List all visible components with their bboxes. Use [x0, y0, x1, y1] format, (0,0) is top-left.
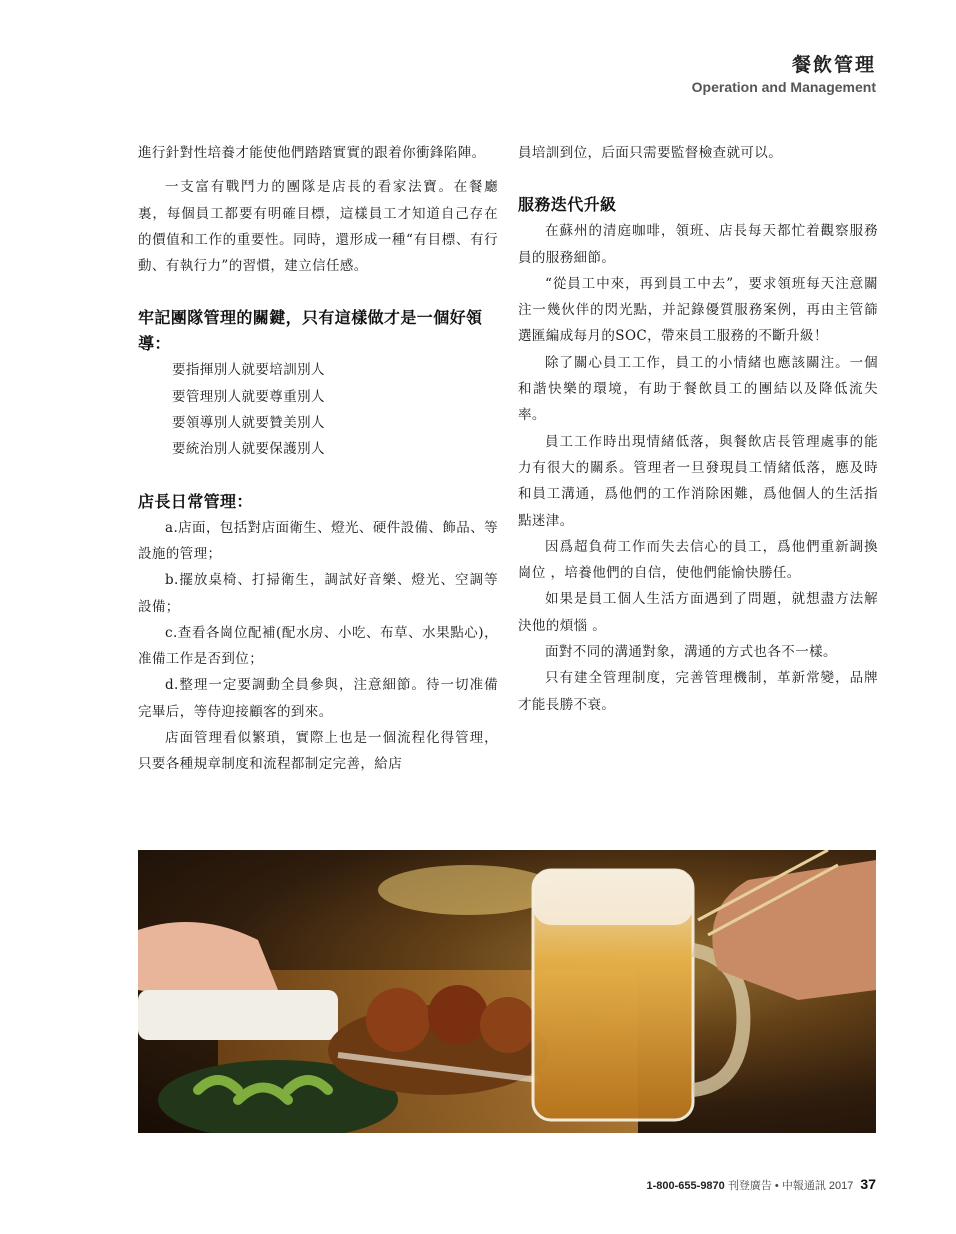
page-footer	[647, 1176, 877, 1193]
page-number: 37	[860, 1176, 876, 1192]
section-heading: 服務迭代升級	[518, 195, 617, 215]
paragraph: 一支富有戰鬥力的團隊是店長的看家法寶。在餐廳裏，每個員工都要有明確目標，這樣員工才知道自己存在的價值和工作的重要性。同時，還形成一種“有目標、有行動、有執行力”的習慣，建立信任感。	[138, 179, 498, 275]
paragraph: “從員工中來，再到員工中去”，要求領班每天注意關注一幾伙伴的閃光點，并記錄優質服務案例，再由主管篩選匯編成每月的SOC，帶來員工服務的不斷升級！	[518, 275, 878, 345]
paragraph: 如果是員工個人生活方面遇到了問題，就想盡方法解決他的煩惱 。	[518, 591, 878, 634]
paragraph: 因爲超負荷工作而失去信心的員工，爲他們重新調換崗位 ，培養他們的自信，使他們能愉快勝任。	[518, 538, 878, 582]
restaurant-photo	[138, 850, 876, 1133]
left-column	[138, 140, 498, 778]
footer-text: 刊登廣告 • 中報通訊 2017	[727, 1180, 854, 1192]
photo-illustration	[138, 850, 876, 1133]
list-item: 要領導別人就要贊美別人	[172, 415, 325, 432]
section-subtitle: Operation and Management	[691, 79, 876, 95]
section-heading: 牢記團隊管理的關鍵，只有這樣做才是一個好領導：	[138, 308, 483, 354]
paragraph: 在蘇州的清庭咖啡，領班、店長每天都忙着觀察服務員的服務細節。	[518, 223, 878, 266]
paragraph: 店面管理看似繁瑣，實際上也是一個流程化得管理，只要各種規章制度和流程都制定完善，給店	[138, 730, 498, 773]
footer-phone: 1-800-655-9870	[646, 1180, 725, 1192]
paragraph: 員工工作時出現情緒低落，與餐飲店長管理處事的能力有很大的關系。管理者一旦發現員工情緒低落，應及時和員工溝通，爲他們的工作消除困難，爲他個人的生活指點迷津。	[518, 433, 878, 529]
list-item: d.整理一定要調動全員參與，注意細節。待一切准備完畢后，等侍迎接顧客的到來。	[138, 677, 498, 720]
right-column	[518, 140, 878, 718]
paragraph: 面對不同的溝通對象，溝通的方式也各不一樣。	[545, 644, 837, 661]
list-item: c.查看各崗位配補(配水房、小吃、布草、水果點心)，准備工作是否到位；	[138, 624, 498, 668]
page-header	[692, 50, 876, 95]
list-item: 要指揮別人就要培訓別人	[172, 362, 325, 379]
list-item: 要統治別人就要保護別人	[172, 441, 325, 458]
paragraph: 進行針對性培養才能使他們踏踏實實的跟着你衝鋒陷陣。	[138, 145, 486, 161]
section-heading: 店長日常管理：	[138, 491, 253, 511]
list-item: 要管理別人就要尊重別人	[172, 388, 325, 405]
list-item: b.擺放桌椅、打掃衛生，調試好音樂、燈光、空調等設備；	[138, 572, 498, 615]
paragraph: 只有建全管理制度，完善管理機制，革新常變，品牌才能長勝不衰。	[518, 670, 878, 713]
section-title: 餐飲管理	[791, 54, 876, 76]
paragraph: 除了關心員工工作，員工的小情緒也應該關注。一個和諧快樂的環境，有助于餐飲員工的團結以及降低流失率。	[518, 354, 878, 424]
list-item: a.店面，包括對店面衛生、燈光、硬件設備、飾品、等設施的管理；	[138, 519, 498, 562]
paragraph: 員培訓到位，后面只需要監督檢查就可以。	[518, 145, 783, 161]
